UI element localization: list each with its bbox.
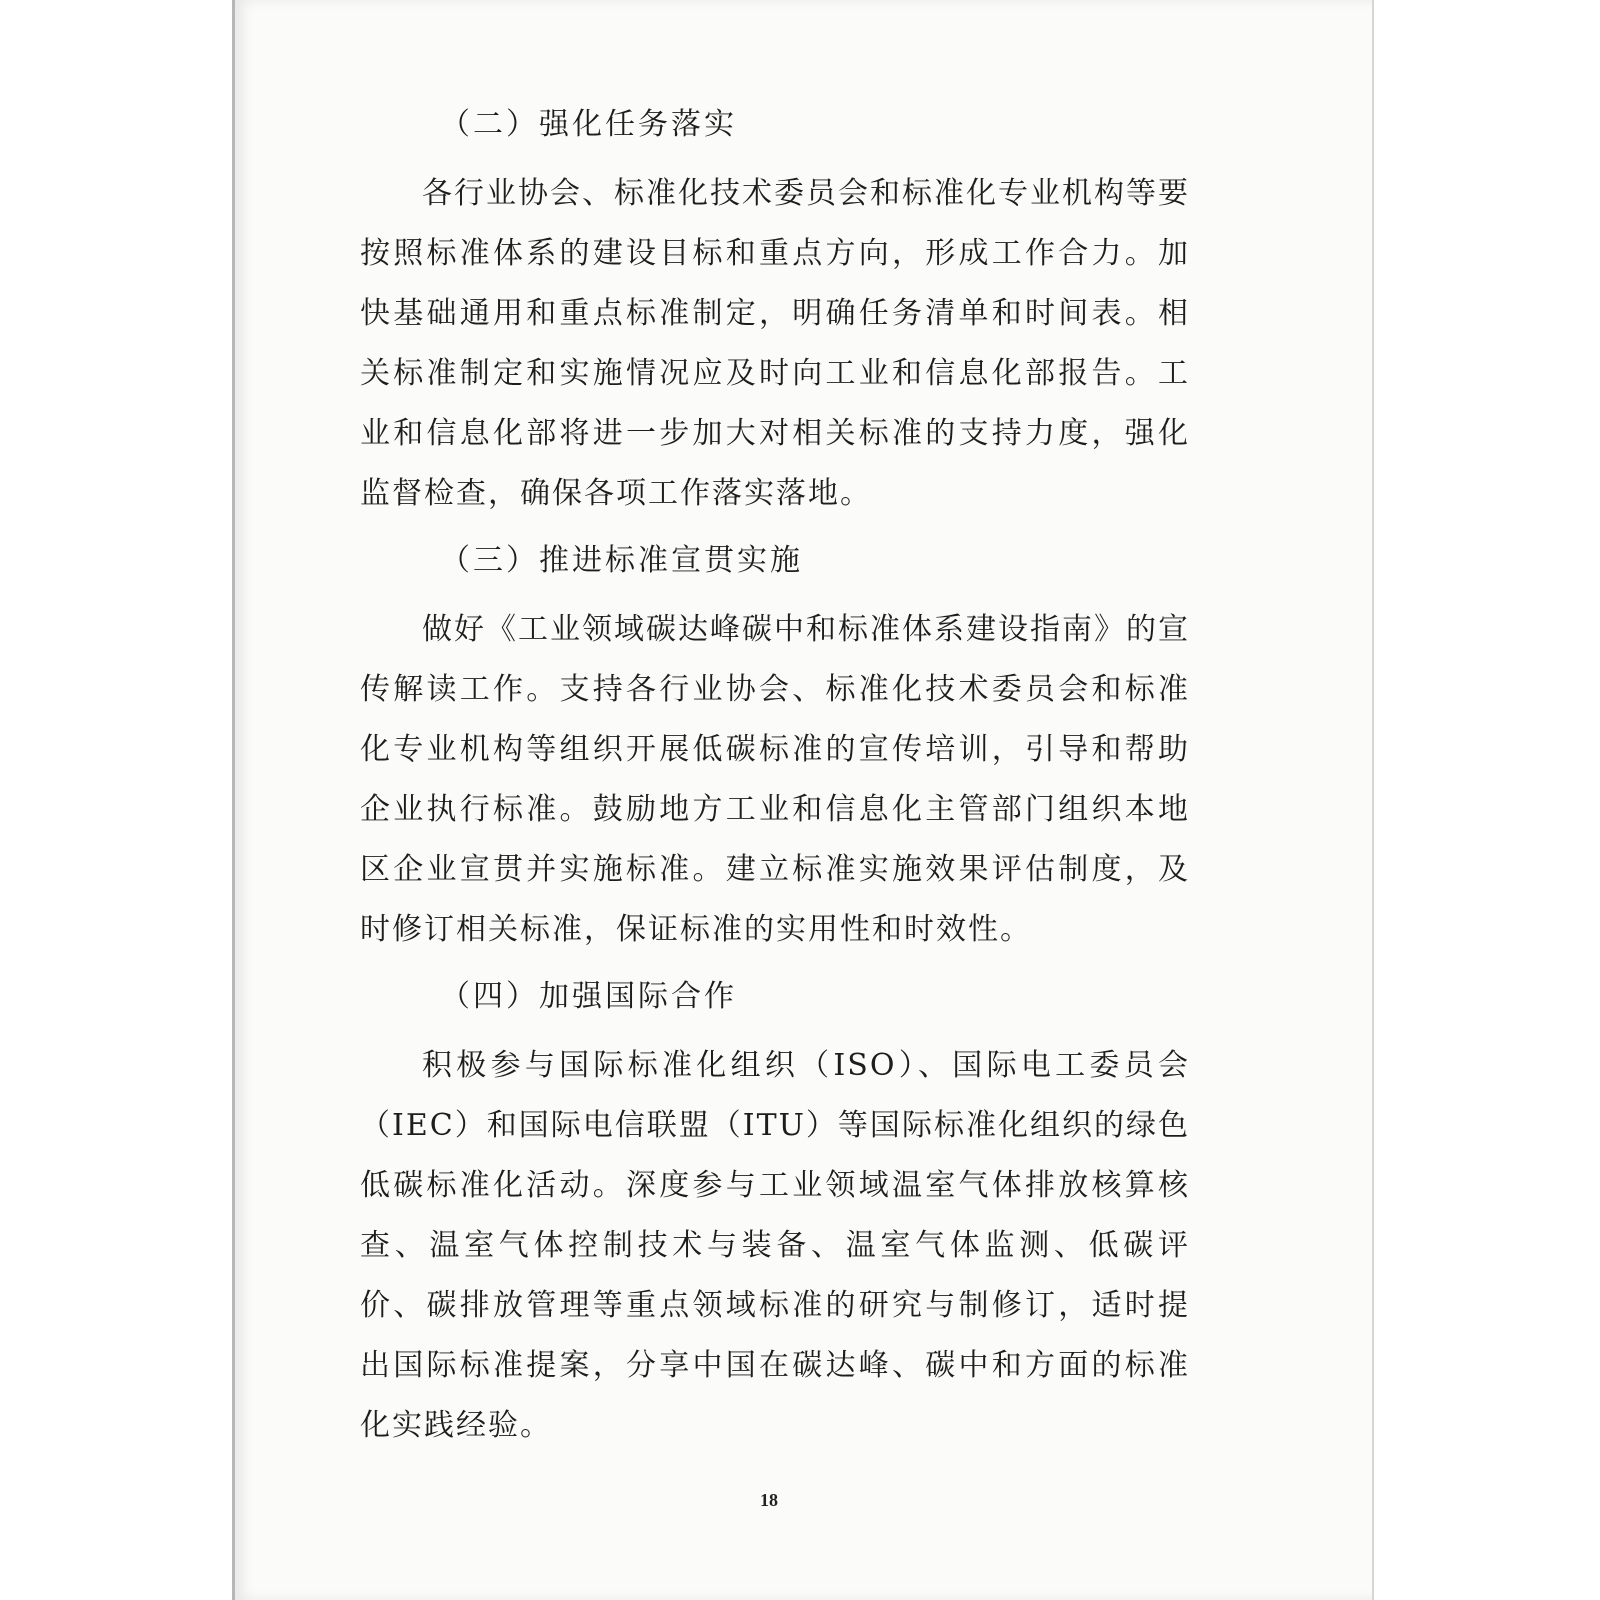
scan-background-right [1372,0,1600,1600]
document-body [360,100,1190,1468]
paragraph: 积极参与国际标准化组织（ISO）、国际电工委员会（IEC）和国际电信联盟（ITU）等国际标准化组织的绿色低碳标准化活动。深度参与工业领域温室气体排放核算核查、温室气体控制技术与装备、温室气体监测、低碳评价、碳排放管理等重点领域标准的研究与制修订，适时提出国际标准提案，分享中国在碳达峰、碳中和方面的标准化实践经验。 [360,1048,1190,1443]
paragraph: 做好《工业领域碳达峰碳中和标准体系建设指南》的宣传解读工作。支持各行业协会、标准化技术委员会和标准化专业机构等组织开展低碳标准的宣传培训，引导和帮助企业执行标准。鼓励地方工业和信息化主管部门组织本地区企业宣贯并实施标准。建立标准实施效果评估制度，及时修订相关标准，保证标准的实用性和时效性。 [360,612,1190,947]
section-heading: （三）推进标准宣贯实施 [440,543,803,578]
page-number: 18 [760,1490,778,1510]
scan-background-left [0,0,232,1600]
section-heading: （四）加强国际合作 [440,979,737,1014]
section [360,536,1190,960]
section [360,972,1190,1456]
section-heading: （二）强化任务落实 [440,107,737,142]
section [360,100,1190,524]
paragraph: 各行业协会、标准化技术委员会和标准化专业机构等要按照标准体系的建设目标和重点方向，形成工作合力。加快基础通用和重点标准制定，明确任务清单和时间表。相关标准制定和实施情况应及时向工业和信息化部报告。工业和信息化部将进一步加大对相关标准的支持力度，强化监督检查，确保各项工作落实落地。 [360,176,1190,511]
